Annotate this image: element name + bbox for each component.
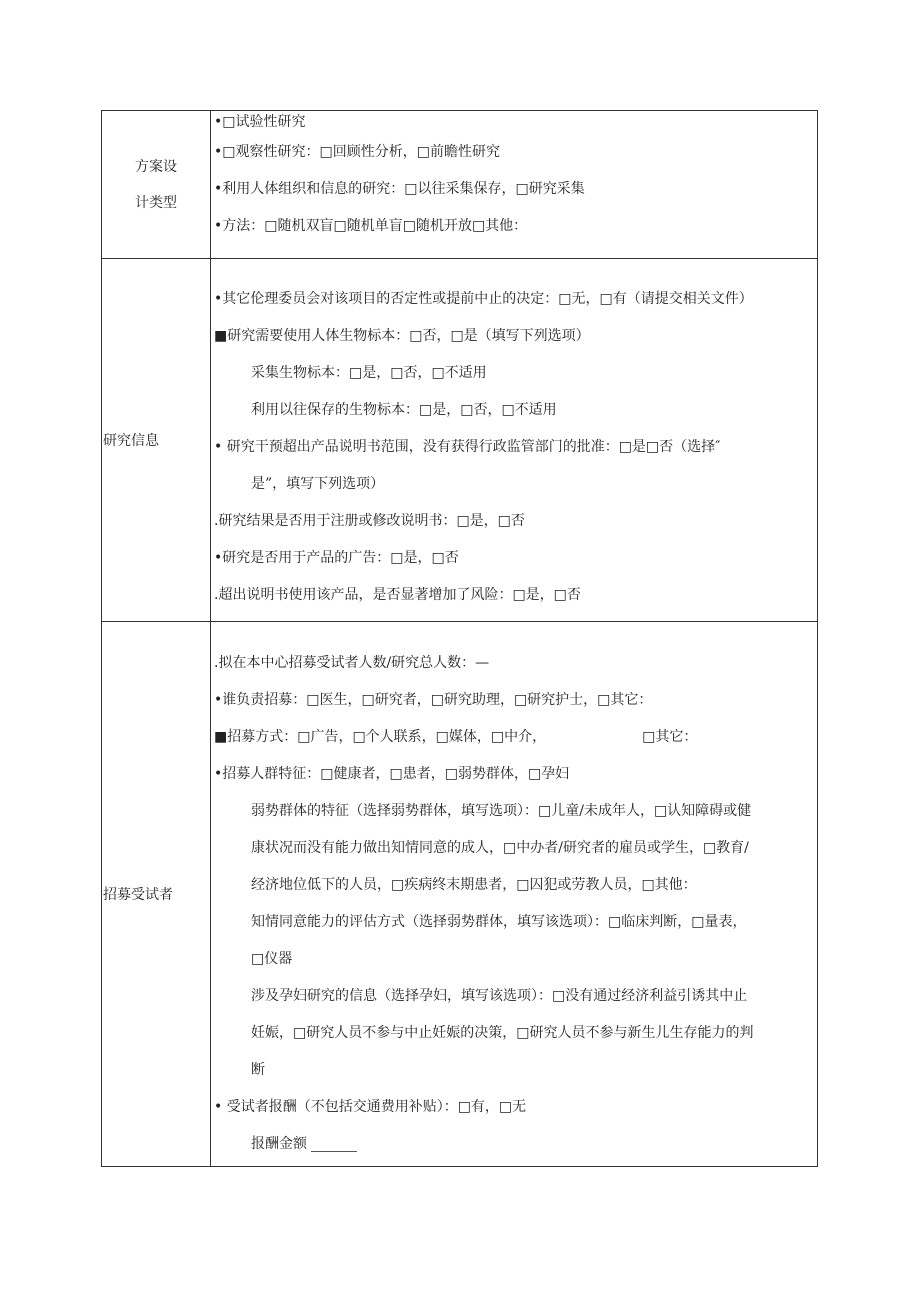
pregnancy-info-1[interactable]: 涉及孕妇研究的信息（选择孕妇，填写该选项）：□没有通过经济利益引诱其中止	[251, 988, 748, 1004]
pregnancy-info-3: 断	[251, 1062, 265, 1078]
human-tissue-study-option[interactable]: •利用人体组织和信息的研究：□以往采集保存，□研究采集	[214, 181, 585, 197]
study-info-label: 研究信息	[102, 259, 211, 621]
observational-study-option[interactable]: •□观察性研究：□回顾性分析，□前瞻性研究	[214, 144, 500, 160]
compensation-amount-blank[interactable]	[311, 1137, 357, 1152]
other-committee-decision[interactable]: •其它伦理委员会对该项目的否定性或提前中止的决定：□无，□有（请提交相关文件）	[214, 291, 753, 307]
enrollment-count[interactable]: .拟在本中心招募受试者人数/研究总人数：—	[214, 655, 490, 671]
off-label-intervention-cont: 是”，填写下列选项）	[251, 476, 385, 492]
experimental-study-option[interactable]: •□试验性研究	[214, 114, 306, 130]
study-design-type-row	[102, 111, 817, 259]
recruit-subjects-label: 招募受试者	[102, 622, 211, 1166]
compensation-amount[interactable]: 报酬金额	[214, 1126, 817, 1163]
biospecimen-use[interactable]: ■研究需要使用人体生物标本：□否，□是（填写下列选项）	[214, 328, 590, 344]
vulnerable-traits-1[interactable]: 弱势群体的特征（选择弱势群体，填写选项）：□儿童/未成年人，□认知障碍或健	[251, 803, 752, 819]
study-info-row	[102, 259, 817, 622]
recruit-subjects-content	[211, 622, 817, 1166]
vulnerable-traits-2[interactable]: 康状况而没有能力做出知情同意的成人，□中办者/研究者的雇员或学生，□教育/	[251, 840, 749, 856]
population-traits[interactable]: •招募人群特征：□健康者，□患者，□弱势群体，□孕妇	[214, 766, 570, 782]
ethics-review-form-table	[101, 110, 818, 1167]
stored-biospecimen[interactable]: 利用以往保存的生物标本：□是，□否，□不适用	[251, 402, 557, 418]
off-label-intervention[interactable]: • 研究干预超出产品说明书范围，没有获得行政监管部门的批准：□是□否（选择″	[214, 439, 721, 455]
collect-biospecimen[interactable]: 采集生物标本：□是，□否，□不适用	[251, 365, 487, 381]
recruit-responsible[interactable]: •谁负责招募：□医生，□研究者，□研究助理，□研究护士，□其它：	[214, 692, 653, 708]
consent-capacity-1[interactable]: 知情同意能力的评估方式（选择弱势群体，填写该选项）：□临床判断，□量表，	[251, 914, 747, 930]
recruit-subjects-row	[102, 622, 817, 1166]
study-design-type-content	[211, 111, 817, 258]
recruit-method[interactable]: ■招募方式：□广告，□个人联系，□媒体，□中介， □其它：	[214, 729, 698, 745]
study-design-type-label: 方案设 计类型	[102, 111, 211, 258]
consent-capacity-2[interactable]: □仪器	[251, 951, 293, 967]
increased-risk[interactable]: .超出说明书使用该产品，是否显著增加了风险：□是，□否	[214, 587, 581, 603]
study-info-content	[211, 259, 817, 621]
vulnerable-traits-3[interactable]: 经济地位低下的人员，□疾病终末期患者，□囚犯或劳教人员，□其他：	[251, 877, 697, 893]
advertising-use[interactable]: •研究是否用于产品的广告：□是，□否	[214, 550, 459, 566]
subject-compensation[interactable]: • 受试者报酬（不包括交通费用补贴）：□有，□无	[214, 1099, 527, 1115]
registration-use[interactable]: .研究结果是否用于注册或修改说明书：□是，□否	[214, 513, 525, 529]
method-option[interactable]: •方法：□随机双盲□随机单盲□随机开放□其他：	[214, 218, 528, 234]
pregnancy-info-2[interactable]: 妊娠，□研究人员不参与中止妊娠的决策，□研究人员不参与新生儿生存能力的判	[251, 1025, 754, 1041]
